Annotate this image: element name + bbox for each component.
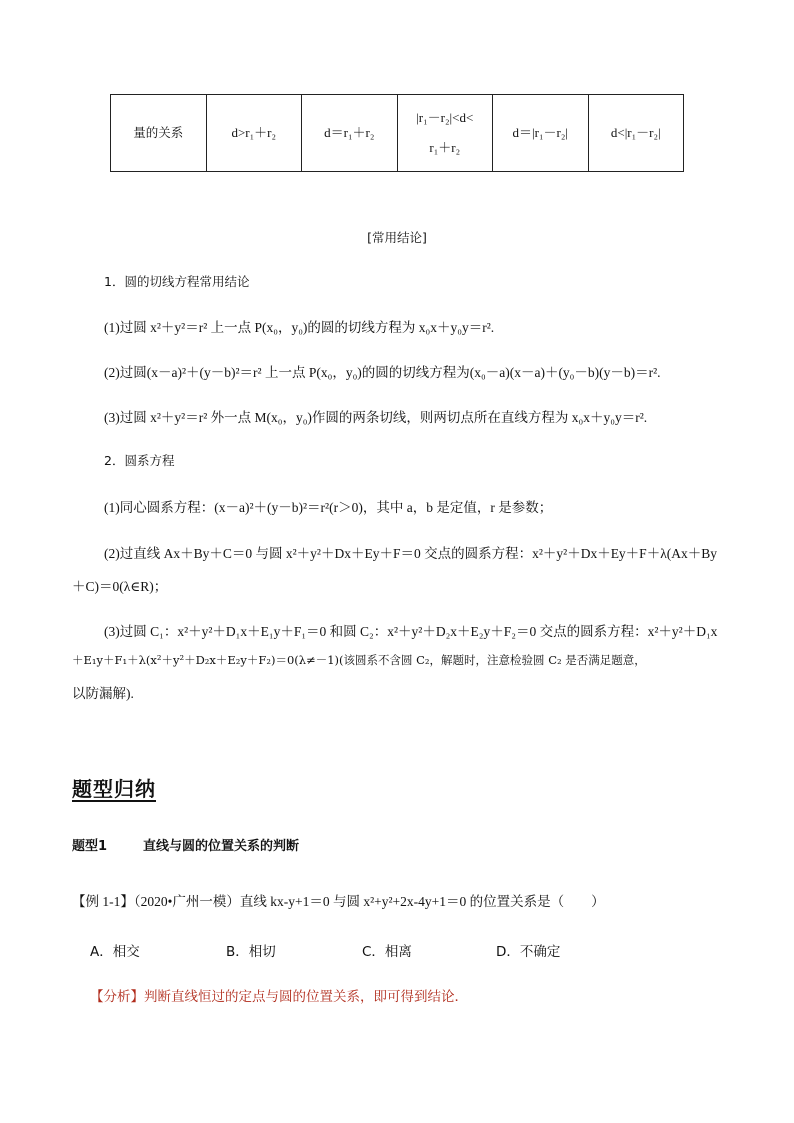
- analysis: [90, 985, 468, 1005]
- conclusion-item: (3)过圆 C₁：x²＋y²＋D₁x＋E₁y＋F₁＝0 和圆 C₂：x²＋y²＋D₂x＋E₂y＋F₂＝0 交点的圆系方程：x²＋y²＋D₁x: [104, 624, 718, 639]
- position-relation-table: [110, 94, 684, 172]
- table-cell-line: |r₁－r₂|<d<: [416, 110, 474, 125]
- conclusion-item: (1)同心圆系方程：(x－a)²＋(y－b)²＝r²(r＞0)，其中 a，b 是定值，r 是参数；: [104, 500, 553, 515]
- table-cell: [397, 95, 493, 172]
- option-d: D．不确定: [496, 944, 561, 960]
- analysis-tag: 【分析】: [90, 989, 144, 1005]
- section-title: 题型归纳: [72, 777, 156, 801]
- example-question: 【例 1-1】（2020•广州一模）直线 kx-y+1＝0 与圆 x²+y²+2x-4y+1＝0 的位置关系是（ ）: [72, 894, 605, 909]
- table-cell: d＝|r₁－r₂|: [493, 95, 589, 172]
- table-cell: d＝r₁＋r₂: [302, 95, 398, 172]
- table-row: [111, 95, 684, 172]
- analysis-text: 判断直线恒过的定点与圆的位置关系，即可得到结论．: [144, 989, 468, 1005]
- table-cell: d>r₁＋r₂: [206, 95, 302, 172]
- conclusion-item-continued: ＋E₁y＋F₁＋λ(x²＋y²＋D₂x＋E₂y＋F₂)＝0(λ≠－1)(该圆系不含圆 C₂，解题时，注意检验圆 C₂ 是否满足题意，: [72, 653, 646, 667]
- table-cell: 量的关系: [111, 95, 207, 172]
- question-type-title: [72, 835, 299, 854]
- conclusion-heading: 1．圆的切线方程常用结论: [104, 274, 250, 289]
- conclusions-title: [常用结论]: [367, 230, 427, 245]
- question-type-label: 题型1: [72, 839, 108, 854]
- conclusion-item: (1)过圆 x²＋y²＝r² 上一点 P(x₀，y₀)的圆的切线方程为 x₀x＋y₀y＝r².: [104, 320, 495, 335]
- conclusion-item: (3)过圆 x²＋y²＝r² 外一点 M(x₀，y₀)作圆的两条切线，则两切点所在直线方程为 x₀x＋y₀y＝r².: [104, 410, 648, 425]
- conclusion-item: (2)过圆(x－a)²＋(y－b)²＝r² 上一点 P(x₀，y₀)的圆的切线方程为(x₀－a)(x－a)＋(y₀－b)(y－b)＝r².: [104, 365, 661, 380]
- table-cell-line: r₁＋r₂: [429, 140, 461, 155]
- option-c: C．相离: [362, 944, 412, 960]
- conclusion-item-continued: 以防漏解).: [72, 686, 134, 701]
- table-cell: d<|r₁－r₂|: [588, 95, 684, 172]
- conclusion-item: (2)过直线 Ax＋By＋C＝0 与圆 x²＋y²＋Dx＋Ey＋F＝0 交点的圆系方程：x²＋y²＋Dx＋Ey＋F＋λ(Ax＋By: [104, 546, 717, 561]
- option-a: A．相交: [90, 944, 140, 960]
- conclusion-item-continued: ＋C)＝0(λ∈R)；: [72, 579, 168, 594]
- option-b: B．相切: [226, 944, 276, 960]
- question-type-name: 直线与圆的位置关系的判断: [143, 839, 300, 854]
- conclusion-heading: 2．圆系方程: [104, 453, 175, 468]
